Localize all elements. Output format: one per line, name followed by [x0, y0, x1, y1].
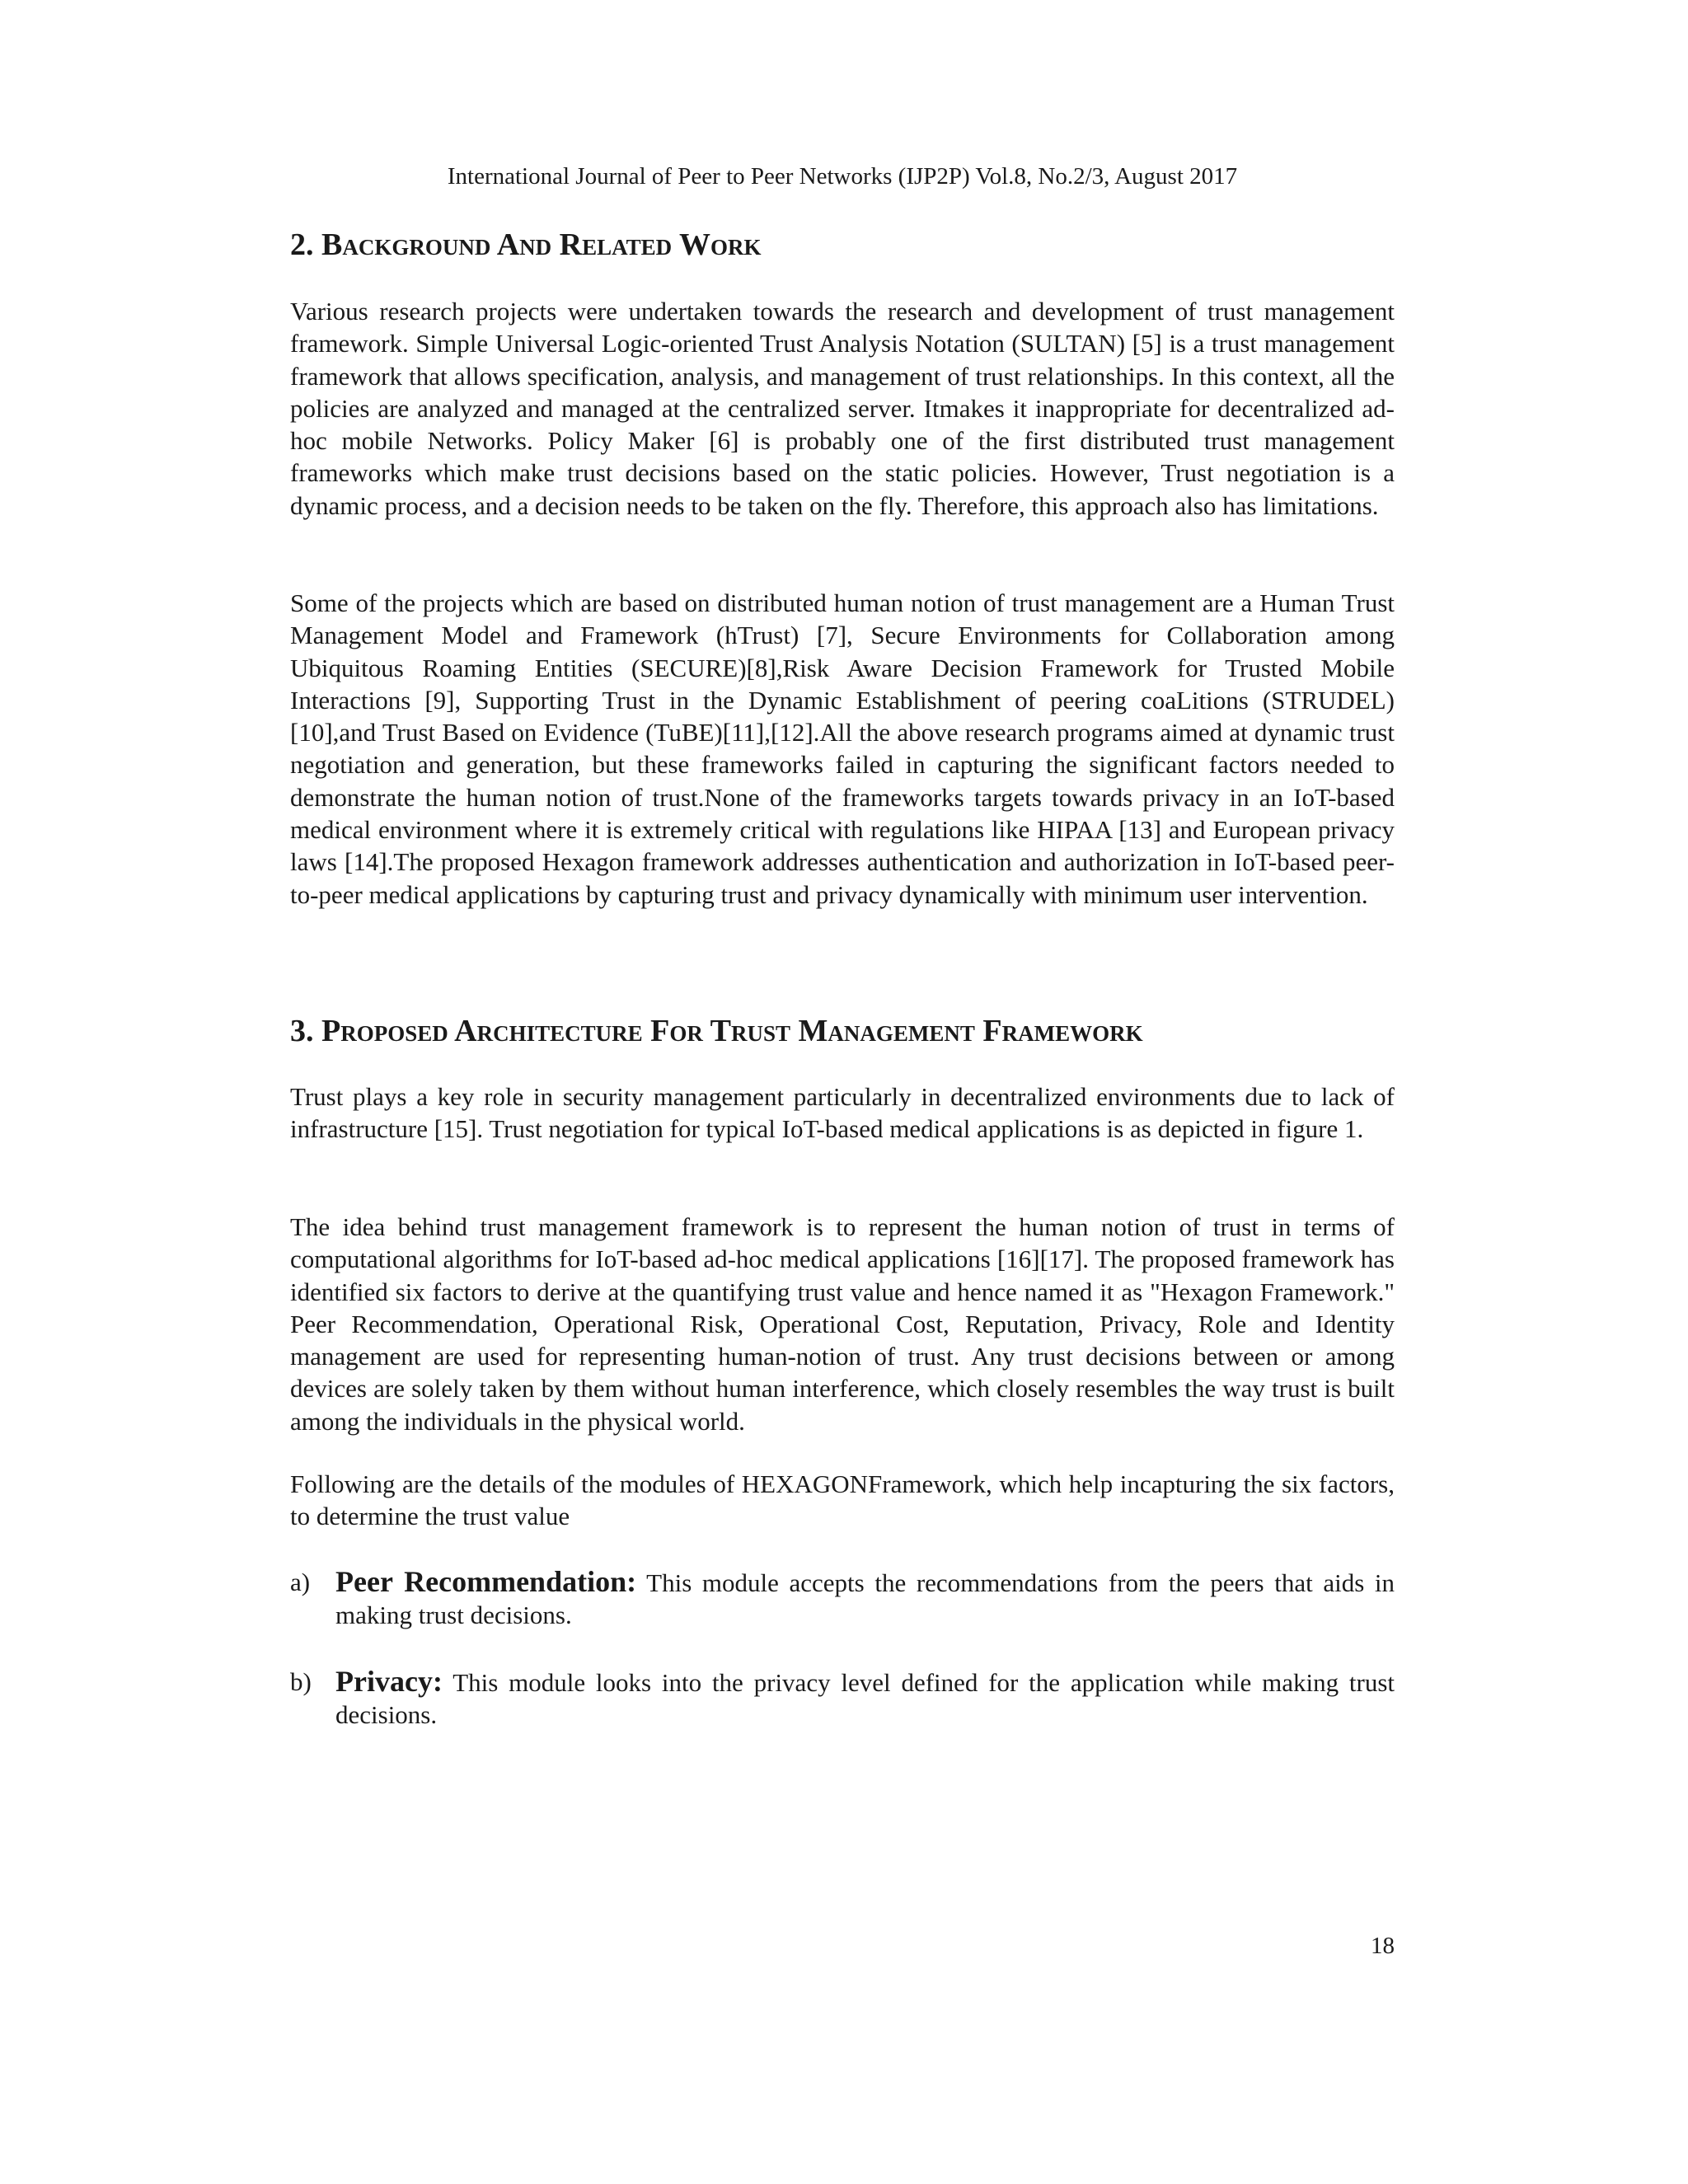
section-number: 2.	[290, 227, 321, 262]
section-title: Proposed Architecture For Trust Management Framework	[321, 1014, 1143, 1048]
section-heading-architecture	[290, 1012, 1395, 1050]
list-item-privacy	[290, 1666, 1395, 1732]
page-number: 18	[1371, 1933, 1395, 1959]
list-item-text: This module looks into the privacy level defined for the application while making trust decisions.	[335, 1668, 1395, 1730]
running-header: International Journal of Peer to Peer Networks (IJP2P) Vol.8, No.2/3, August 2017	[447, 163, 1238, 190]
list-marker: a)	[290, 1568, 311, 1596]
paragraph-architecture-1: Trust plays a key role in security management particularly in decentralized environments due to lack of infrastructure [15]. Trust negotiation for typical IoT-based medical applications is as depicted in figure 1.	[290, 1082, 1395, 1144]
section-title: Background And Related Work	[321, 227, 762, 262]
list-item-body	[335, 1666, 1395, 1732]
paragraph-background-2: Some of the projects which are based on distributed human notion of trust management are a Human Trust Management Model and Framework (hTrust) [7], Secure Environments for Collaboration among Ubiquitous Roaming Entities (SECURE)[8],Risk Aware Decision Framework for Trusted Mobile Interactions [9], Supporting Trust in the Dynamic Establishment of peering coaLitions (STRUDEL) [10],and Trust Based on Evidence (TuBE)[11],[12].All the above research programs aimed at dynamic trust negotiation and generation, but these frameworks failed in capturing the significant factors needed to demonstrate the human notion of trust.None of the frameworks targets towards privacy in an IoT-based medical environment where it is extremely critical with regulations like HIPAA [13] and European privacy laws [14].The proposed Hexagon framework addresses authentication and authorization in IoT-based peer-to-peer medical applications by capturing trust and privacy dynamically with minimum user intervention.	[290, 588, 1395, 909]
list-item-term: Privacy:	[335, 1665, 443, 1698]
list-item-term: Peer Recommendation:	[335, 1565, 637, 1598]
paragraph-architecture-2: The idea behind trust management framework is to represent the human notion of trust in terms of computational algorithms for IoT-based ad-hoc medical applications [16][17]. The proposed framework has identified six factors to derive at the quantifying trust value and hence named it as "Hexagon Framework." Peer Recommendation, Operational Risk, Operational Cost, Reputation, Privacy, Role and Identity management are used for representing human-notion of trust. Any trust decisions between or among devices are solely taken by them without human interference, which closely resembles the way trust is built among the individuals in the physical world.	[290, 1212, 1395, 1436]
section-number: 3.	[290, 1014, 321, 1048]
section-heading-background	[290, 226, 1395, 264]
list-item-peer-recommendation	[290, 1566, 1395, 1632]
list-marker: b)	[290, 1667, 312, 1696]
paper-page	[290, 0, 1395, 2184]
paragraph-background-1: Various research projects were undertaken towards the research and development of trust management framework. Simple Universal Logic-oriented Trust Analysis Notation (SULTAN) [5] is a trust management framework that allows specification, analysis, and management of trust relationships. In this context, all the policies are analyzed and managed at the centralized server. Itmakes it inappropriate for decentralized ad-hoc mobile Networks. Policy Maker [6] is probably one of the first distributed trust management frameworks which make trust decisions based on the static policies. However, Trust negotiation is a dynamic process, and a decision needs to be taken on the fly. Therefore, this approach also has limitations.	[290, 297, 1395, 520]
list-item-text: This module accepts the recommendations from the peers that aids in making trust decisions.	[335, 1568, 1395, 1630]
paragraph-architecture-3: Following are the details of the modules of HEXAGONFramework, which help incapturing the six factors, to determine the trust value	[290, 1469, 1395, 1531]
list-item-body	[335, 1566, 1395, 1632]
